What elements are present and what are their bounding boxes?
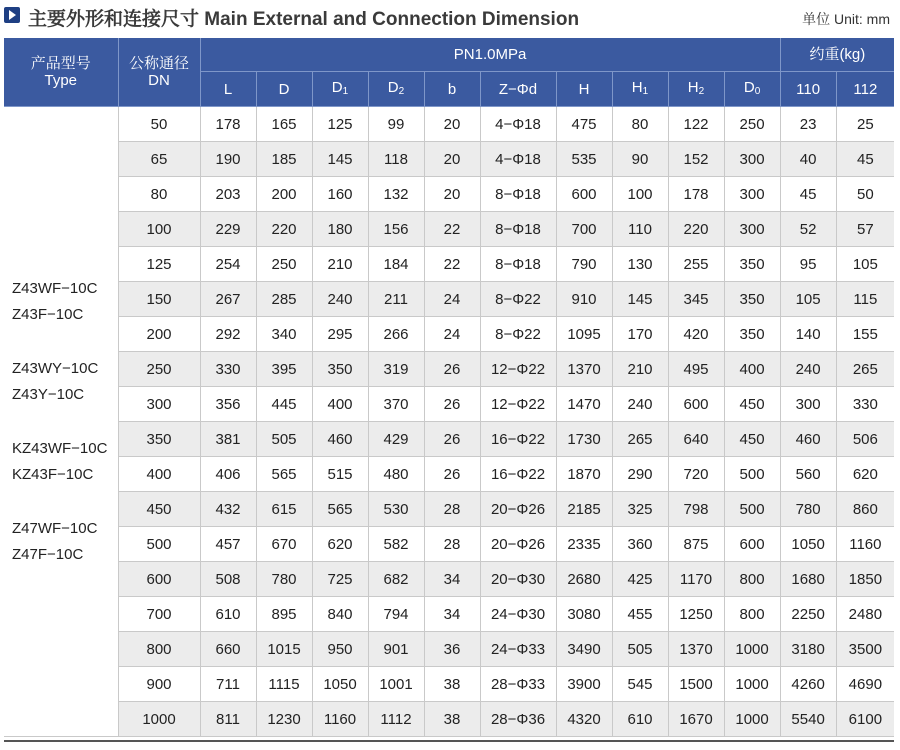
table-row: [4, 527, 894, 562]
table-cell: 700: [556, 212, 612, 247]
dn-cell: 125: [118, 247, 200, 282]
table-row: [4, 282, 894, 317]
table-row: [4, 597, 894, 632]
table-cell: 220: [256, 212, 312, 247]
table-cell: 220: [668, 212, 724, 247]
table-cell: 515: [312, 457, 368, 492]
table-cell: 145: [612, 282, 668, 317]
type-model-label: Z43F−10C: [12, 305, 84, 323]
dn-cell: 80: [118, 177, 200, 212]
table-cell: 8−Φ18: [480, 247, 556, 282]
table-cell: 1160: [836, 527, 894, 562]
table-cell: 330: [836, 387, 894, 422]
table-cell: 290: [612, 457, 668, 492]
table-cell: 460: [780, 422, 836, 457]
column-header: $D_0$: [724, 72, 780, 107]
column-header: D: [256, 72, 312, 107]
table-cell: 156: [368, 212, 424, 247]
table-cell: 160: [312, 177, 368, 212]
table-cell: 1730: [556, 422, 612, 457]
type-model-label: Z47WF−10C: [12, 519, 98, 537]
dn-cell: 400: [118, 457, 200, 492]
table-cell: 450: [724, 422, 780, 457]
table-cell: 26: [424, 457, 480, 492]
table-cell: 682: [368, 562, 424, 597]
table-cell: 445: [256, 387, 312, 422]
dn-cell: 500: [118, 527, 200, 562]
dn-cell: 700: [118, 597, 200, 632]
table-cell: 780: [256, 562, 312, 597]
table-cell: 600: [668, 387, 724, 422]
dn-cell: 100: [118, 212, 200, 247]
table-cell: 285: [256, 282, 312, 317]
table-cell: 370: [368, 387, 424, 422]
dn-cell: 200: [118, 317, 200, 352]
column-header: $H_1$: [612, 72, 668, 107]
type-model-group: [12, 436, 118, 488]
column-header: b: [424, 72, 480, 107]
table-cell: 25: [836, 107, 894, 142]
table-cell: 105: [836, 247, 894, 282]
dn-cell: 900: [118, 667, 200, 702]
table-cell: 620: [836, 457, 894, 492]
dn-cell: 600: [118, 562, 200, 597]
table-cell: 40: [780, 142, 836, 177]
table-cell: 20−Φ26: [480, 492, 556, 527]
table-cell: 178: [200, 107, 256, 142]
column-header: $D_1$: [312, 72, 368, 107]
table-row: [4, 632, 894, 667]
table-row: [4, 667, 894, 702]
table-cell: 24: [424, 317, 480, 352]
table-cell: 1112: [368, 702, 424, 737]
table-cell: 4690: [836, 667, 894, 702]
type-model-label: Z47F−10C: [12, 545, 84, 563]
table-cell: 20−Φ26: [480, 527, 556, 562]
table-row: [4, 352, 894, 387]
table-cell: 210: [612, 352, 668, 387]
table-cell: 210: [312, 247, 368, 282]
table-row: [4, 177, 894, 212]
table-cell: 240: [612, 387, 668, 422]
type-model-label: Z43WF−10C: [12, 279, 98, 297]
table-cell: 265: [612, 422, 668, 457]
table-cell: 240: [780, 352, 836, 387]
type-model-label: KZ43F−10C: [12, 465, 94, 483]
table-cell: 8−Φ22: [480, 282, 556, 317]
table-cell: 105: [780, 282, 836, 317]
dn-cell: 50: [118, 107, 200, 142]
table-cell: 860: [836, 492, 894, 527]
table-cell: 300: [724, 212, 780, 247]
unit-label: 单位 Unit: mm: [802, 11, 890, 27]
table-cell: 26: [424, 352, 480, 387]
type-model-group: [12, 516, 118, 568]
table-cell: 3490: [556, 632, 612, 667]
table-cell: 395: [256, 352, 312, 387]
table-row: [4, 317, 894, 352]
table-cell: 20: [424, 107, 480, 142]
table-cell: 1230: [256, 702, 312, 737]
table-cell: 240: [312, 282, 368, 317]
table-cell: 125: [312, 107, 368, 142]
table-cell: 20−Φ30: [480, 562, 556, 597]
table-row: [4, 212, 894, 247]
type-model-group: [12, 356, 118, 408]
table-cell: 8−Φ18: [480, 177, 556, 212]
table-cell: 110: [612, 212, 668, 247]
table-cell: 95: [780, 247, 836, 282]
table-cell: 8−Φ22: [480, 317, 556, 352]
table-cell: 12−Φ22: [480, 352, 556, 387]
table-cell: 26: [424, 422, 480, 457]
table-cell: 8−Φ18: [480, 212, 556, 247]
type-model-label: Z43Y−10C: [12, 385, 85, 403]
table-cell: 52: [780, 212, 836, 247]
table-cell: 34: [424, 562, 480, 597]
weight-header: 约重(kg): [780, 38, 894, 72]
table-cell: 3080: [556, 597, 612, 632]
table-cell: 255: [668, 247, 724, 282]
play-arrow-icon: [4, 7, 20, 23]
table-row: [4, 492, 894, 527]
table-row: [4, 387, 894, 422]
table-cell: 1001: [368, 667, 424, 702]
table-cell: 3500: [836, 632, 894, 667]
table-cell: 780: [780, 492, 836, 527]
table-cell: 152: [668, 142, 724, 177]
table-cell: 406: [200, 457, 256, 492]
table-cell: 725: [312, 562, 368, 597]
table-cell: 530: [368, 492, 424, 527]
table-cell: 350: [724, 282, 780, 317]
table-cell: 660: [200, 632, 256, 667]
table-cell: 24−Φ30: [480, 597, 556, 632]
table-cell: 99: [368, 107, 424, 142]
table-cell: 155: [836, 317, 894, 352]
table-cell: 811: [200, 702, 256, 737]
table-cell: 350: [724, 247, 780, 282]
table-cell: 300: [724, 142, 780, 177]
table-cell: 300: [780, 387, 836, 422]
table-cell: 711: [200, 667, 256, 702]
table-cell: 16−Φ22: [480, 457, 556, 492]
table-cell: 140: [780, 317, 836, 352]
table-cell: 400: [724, 352, 780, 387]
table-cell: 794: [368, 597, 424, 632]
table-cell: 350: [312, 352, 368, 387]
table-cell: 319: [368, 352, 424, 387]
table-cell: 1250: [668, 597, 724, 632]
table-cell: 28: [424, 492, 480, 527]
table-cell: 545: [612, 667, 668, 702]
table-cell: 28−Φ33: [480, 667, 556, 702]
dn-cell: 150: [118, 282, 200, 317]
table-row: [4, 142, 894, 177]
table-cell: 400: [312, 387, 368, 422]
table-cell: 203: [200, 177, 256, 212]
table-cell: 800: [724, 562, 780, 597]
table-cell: 1850: [836, 562, 894, 597]
table-cell: 229: [200, 212, 256, 247]
table-cell: 615: [256, 492, 312, 527]
table-cell: 1670: [668, 702, 724, 737]
table-cell: 1370: [668, 632, 724, 667]
table-cell: 1050: [780, 527, 836, 562]
table-cell: 6100: [836, 702, 894, 737]
table-cell: 345: [668, 282, 724, 317]
type-model-label: KZ43WF−10C: [12, 439, 108, 457]
column-header: Z−Φd: [480, 72, 556, 107]
table-cell: 4260: [780, 667, 836, 702]
table-cell: 360: [612, 527, 668, 562]
table-row: [4, 702, 894, 737]
table-cell: 425: [612, 562, 668, 597]
table-cell: 28: [424, 527, 480, 562]
table-cell: 1370: [556, 352, 612, 387]
table-cell: 2250: [780, 597, 836, 632]
table-cell: 1000: [724, 667, 780, 702]
table-cell: 254: [200, 247, 256, 282]
table-cell: 178: [668, 177, 724, 212]
table-cell: 1680: [780, 562, 836, 597]
table-cell: 600: [556, 177, 612, 212]
table-cell: 38: [424, 667, 480, 702]
table-cell: 38: [424, 702, 480, 737]
table-cell: 250: [724, 107, 780, 142]
table-cell: 295: [312, 317, 368, 352]
table-cell: 122: [668, 107, 724, 142]
dn-cell: 800: [118, 632, 200, 667]
table-cell: 26: [424, 387, 480, 422]
table-cell: 450: [724, 387, 780, 422]
column-header: 112: [836, 72, 894, 107]
table-cell: 420: [668, 317, 724, 352]
table-cell: 115: [836, 282, 894, 317]
table-cell: 495: [668, 352, 724, 387]
table-cell: 16−Φ22: [480, 422, 556, 457]
table-cell: 330: [200, 352, 256, 387]
table-cell: 790: [556, 247, 612, 282]
table-cell: 506: [836, 422, 894, 457]
table-cell: 350: [724, 317, 780, 352]
table-row: [4, 247, 894, 282]
type-models-cell: [4, 107, 118, 737]
table-row: [4, 422, 894, 457]
table-cell: 22: [424, 247, 480, 282]
table-cell: 1050: [312, 667, 368, 702]
table-cell: 1000: [724, 632, 780, 667]
type-header: 产品型号 Type: [4, 38, 118, 107]
table-cell: 640: [668, 422, 724, 457]
table-cell: 3180: [780, 632, 836, 667]
table-cell: 1470: [556, 387, 612, 422]
table-cell: 266: [368, 317, 424, 352]
table-cell: 840: [312, 597, 368, 632]
table-cell: 22: [424, 212, 480, 247]
table-cell: 356: [200, 387, 256, 422]
table-cell: 610: [612, 702, 668, 737]
pressure-header: PN1.0MPa: [200, 38, 780, 72]
table-cell: 475: [556, 107, 612, 142]
table-cell: 292: [200, 317, 256, 352]
table-bottom-rule: [4, 740, 894, 742]
table-cell: 1115: [256, 667, 312, 702]
table-cell: 535: [556, 142, 612, 177]
table-cell: 90: [612, 142, 668, 177]
table-cell: 300: [724, 177, 780, 212]
dn-cell: 65: [118, 142, 200, 177]
table-cell: 185: [256, 142, 312, 177]
table-cell: 457: [200, 527, 256, 562]
table-cell: 1870: [556, 457, 612, 492]
table-cell: 20: [424, 142, 480, 177]
table-cell: 460: [312, 422, 368, 457]
table-cell: 2185: [556, 492, 612, 527]
table-cell: 170: [612, 317, 668, 352]
table-cell: 610: [200, 597, 256, 632]
table-cell: 720: [668, 457, 724, 492]
table-cell: 429: [368, 422, 424, 457]
table-cell: 1015: [256, 632, 312, 667]
table-cell: 455: [612, 597, 668, 632]
table-row: [4, 457, 894, 492]
page-title: 主要外形和连接尺寸 Main External and Connection Dimension: [28, 9, 580, 30]
dn-cell: 1000: [118, 702, 200, 737]
table-cell: 600: [724, 527, 780, 562]
table-cell: 80: [612, 107, 668, 142]
table-cell: 145: [312, 142, 368, 177]
column-header: $D_2$: [368, 72, 424, 107]
table-cell: 950: [312, 632, 368, 667]
table-cell: 620: [312, 527, 368, 562]
table-cell: 565: [312, 492, 368, 527]
dn-cell: 350: [118, 422, 200, 457]
dimension-table: [4, 38, 894, 737]
table-cell: 560: [780, 457, 836, 492]
dn-cell: 300: [118, 387, 200, 422]
table-cell: 1170: [668, 562, 724, 597]
table-cell: 901: [368, 632, 424, 667]
table-cell: 4−Φ18: [480, 107, 556, 142]
table-cell: 5540: [780, 702, 836, 737]
table-cell: 508: [200, 562, 256, 597]
dn-header: 公称通径 DN: [118, 38, 200, 107]
table-cell: 505: [612, 632, 668, 667]
table-cell: 1500: [668, 667, 724, 702]
title-bar: [4, 3, 892, 33]
table-cell: 500: [724, 492, 780, 527]
table-cell: 2480: [836, 597, 894, 632]
table-cell: 45: [780, 177, 836, 212]
table-cell: 505: [256, 422, 312, 457]
table-cell: 910: [556, 282, 612, 317]
type-model-label: Z43WY−10C: [12, 359, 99, 377]
table-cell: 381: [200, 422, 256, 457]
table-cell: 20: [424, 177, 480, 212]
table-cell: 1160: [312, 702, 368, 737]
table-row: [4, 107, 894, 142]
table-cell: 211: [368, 282, 424, 317]
table-cell: 2335: [556, 527, 612, 562]
column-header: 110: [780, 72, 836, 107]
table-cell: 480: [368, 457, 424, 492]
table-cell: 670: [256, 527, 312, 562]
table-cell: 3900: [556, 667, 612, 702]
table-cell: 800: [724, 597, 780, 632]
table-cell: 165: [256, 107, 312, 142]
table-cell: 325: [612, 492, 668, 527]
table-cell: 265: [836, 352, 894, 387]
table-cell: 200: [256, 177, 312, 212]
type-model-group: [12, 276, 118, 328]
table-cell: 130: [612, 247, 668, 282]
table-cell: 4−Φ18: [480, 142, 556, 177]
table-cell: 582: [368, 527, 424, 562]
table-cell: 432: [200, 492, 256, 527]
table-cell: 1000: [724, 702, 780, 737]
table-cell: 45: [836, 142, 894, 177]
column-header: L: [200, 72, 256, 107]
table-cell: 895: [256, 597, 312, 632]
table-cell: 24−Φ33: [480, 632, 556, 667]
table-cell: 23: [780, 107, 836, 142]
table-cell: 2680: [556, 562, 612, 597]
table-cell: 1095: [556, 317, 612, 352]
column-header: H: [556, 72, 612, 107]
table-cell: 565: [256, 457, 312, 492]
table-cell: 267: [200, 282, 256, 317]
table-cell: 250: [256, 247, 312, 282]
table-cell: 875: [668, 527, 724, 562]
table-cell: 184: [368, 247, 424, 282]
table-cell: 118: [368, 142, 424, 177]
table-cell: 180: [312, 212, 368, 247]
table-cell: 798: [668, 492, 724, 527]
table-cell: 100: [612, 177, 668, 212]
table-cell: 12−Φ22: [480, 387, 556, 422]
dn-cell: 250: [118, 352, 200, 387]
table-row: [4, 562, 894, 597]
dn-cell: 450: [118, 492, 200, 527]
table-cell: 24: [424, 282, 480, 317]
table-cell: 36: [424, 632, 480, 667]
table-cell: 500: [724, 457, 780, 492]
table-cell: 34: [424, 597, 480, 632]
table-cell: 57: [836, 212, 894, 247]
table-cell: 28−Φ36: [480, 702, 556, 737]
table-cell: 132: [368, 177, 424, 212]
table-cell: 50: [836, 177, 894, 212]
table-cell: 4320: [556, 702, 612, 737]
table-cell: 190: [200, 142, 256, 177]
table-cell: 340: [256, 317, 312, 352]
column-header: $H_2$: [668, 72, 724, 107]
